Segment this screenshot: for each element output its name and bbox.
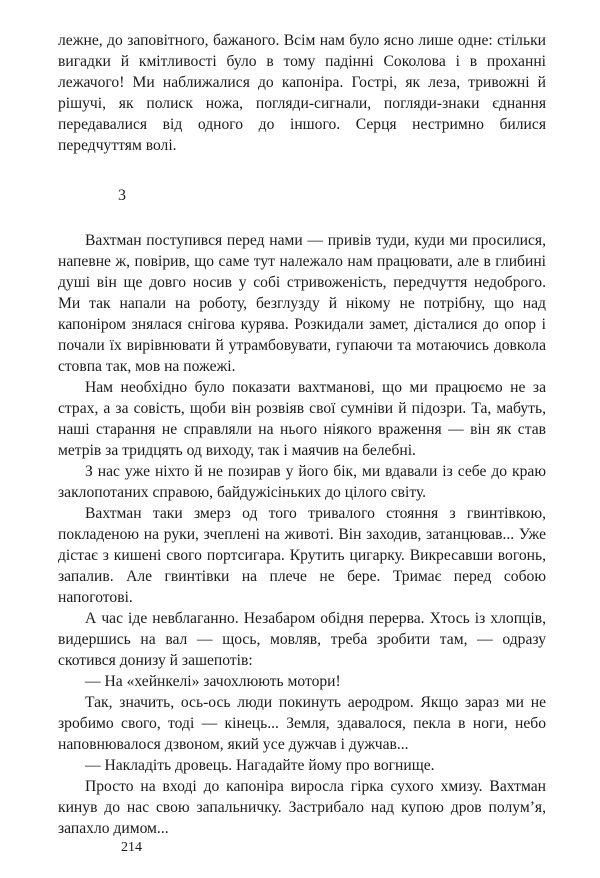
page-body (58, 30, 546, 839)
dialogue-line-2: — Накладіть дровець. Нагадайте йому про вогнище. (85, 757, 435, 774)
paragraph-1: Вахтман поступився перед нами — привів туди, куди ми просилися, напевне ж, повірив, що саме тут належало нам працювати, але в глибині душі він ще довго носив у собі стривоженість, передчуття недоброго. Ми так напали на роботу, безглузду й нікому не потрібну, що над капоніром знялася снігова курява. Розкидали замет, дісталися до опор і почали їх вирівнювати й утрамбовувати, гупаючи та мотаючись довкола стовпа так, мов на пожежі. (58, 232, 546, 375)
paragraph-3: З нас уже ніхто й не позирав у його бік, ми вдавали із себе до краю заклопотаних справою, байдужісіньких до цілого світу. (58, 463, 546, 501)
page-number: 214 (121, 840, 142, 855)
section-number: 3 (118, 187, 126, 204)
paragraph-5: А час іде невблаганно. Незабаром обідня перерва. Хтось із хлопців, видершись на вал — щось, мовляв, треба зробити там, — одразу скотився донизу й зашепотів: (58, 610, 546, 669)
paragraph-7: Просто на вході до капоніра виросла гірка сухого хмизу. Вахтман кинув до нас свою запальничку. Застрибало над купою дров полум’я, запахло димом... (58, 778, 546, 837)
opening-paragraph: лежне, до заповітного, бажаного. Всім нам було ясно лише одне: стільки вигадки й кмітливості було в тому падінні Соколова і в проханні лежачого! Ми наближалися до капоніра. Гострі, як леза, тривожні й рішучі, як полиск ножа, погляди-сигнали, погляди-знаки єднання передавалися від одного до іншого. Серця нестримно билися передчуттям волі. (58, 32, 546, 154)
paragraph-2: Нам необхідно було показати вахтманові, що ми працюємо не за страх, а за совість, щоби він розвіяв свої сумніви й підозри. Та, мабуть, наші старання не справляли на нього ніякого враження — він як став метрів за тридцять од виходу, так і маячив на белебні. (58, 379, 546, 459)
paragraph-6: Так, значить, ось-ось люди покинуть аеродром. Якщо зараз ми не зробимо свого, тоді — кінець... Земля, здавалося, пекла в ноги, небо наповнювалося дзвоном, який усе дужчав і дужчав... (58, 694, 546, 753)
paragraph-4: Вахтман таки змерз од того тривалого стояння з гвинтівкою, покладеною на руки, зчеплені на животі. Він заходив, затанцював... Уже дістає з кишені свого портсигара. Крутить цигарку. Викресавши вогонь, запалив. Але гвинтівки на плече не бере. Тримає перед собою напоготові. (58, 505, 546, 606)
dialogue-line-1: — На «хейнкелі» зачохлюють мотори! (85, 673, 341, 690)
